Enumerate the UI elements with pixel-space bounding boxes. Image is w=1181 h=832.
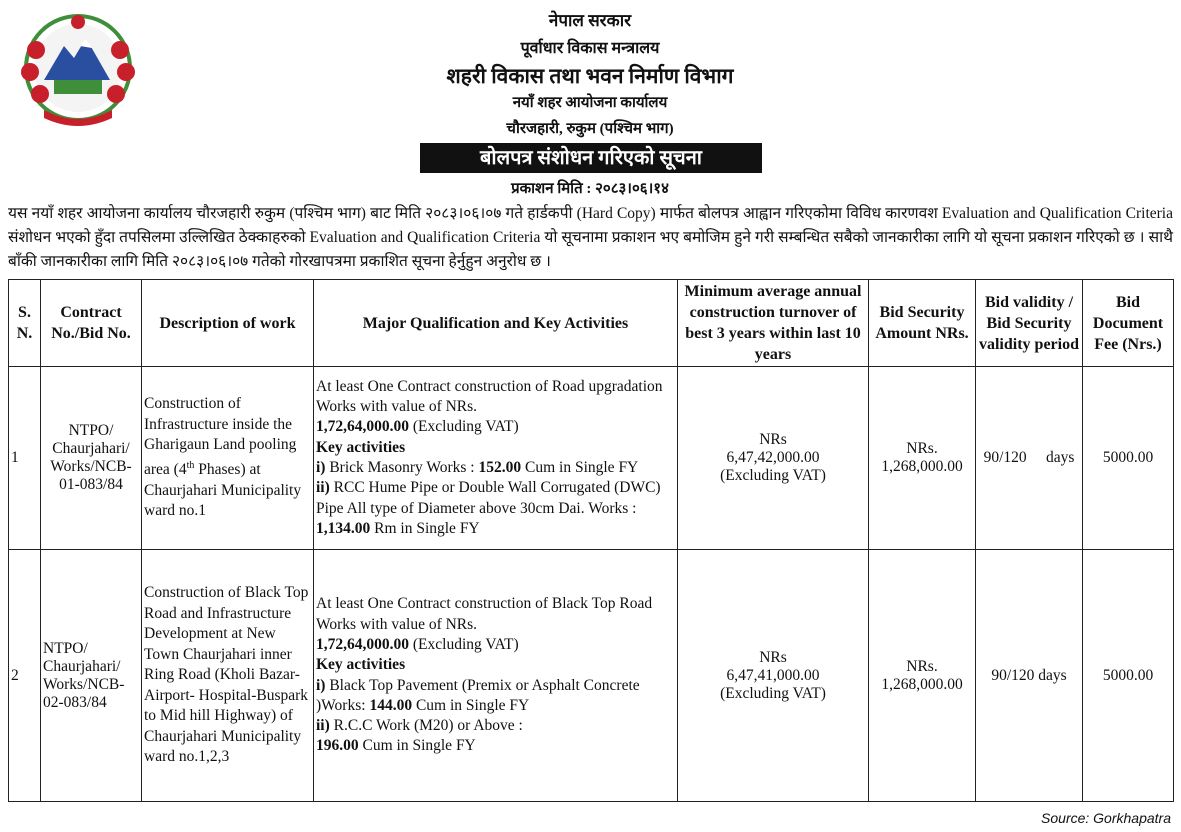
cell-contract: NTPO/ Chaurjahari/ Works/NCB- 02-083/84	[41, 550, 142, 802]
notice-title: बोलपत्र संशोधन गरिएको सूचना	[420, 143, 762, 173]
cell-validity: 90/120 days	[976, 550, 1083, 802]
cell-turnover: NRs 6,47,41,000.00 (Excluding VAT)	[678, 550, 869, 802]
cell-security: NRs. 1,268,000.00	[869, 550, 976, 802]
department-name: शहरी विकास तथा भवन निर्माण विभाग	[446, 64, 734, 88]
intro-paragraph: यस नयाँ शहर आयोजना कार्यालय चौरजहारी रुकुम (पश्चिम भाग) बाट मिति २०८३।०६।०७ गते हार्डकपी (Hard Copy) मार्फत बोलपत्र आह्वान गरिएकोमा विविध कारणवश Evaluation and Qualification Criteria संशोधन भएको हुँदा तपसिलमा उल्लिखित ठेक्काहरुको Evaluation and Qualification Criteria यो सूचनामा प्रकाशन भए बमोजिम हुने गरी सम्बन्धित सबैको जानकारीका लागि यो सूचना प्रकाशन गरिएको छ । साथै बाँकी जानकारीका लागि मिति २०८३।०६।०७ गतेको गोरखापत्रमा प्रकाशित सूचना हेर्नुहुन अनुरोध छ ।	[8, 205, 1173, 270]
table-header-row	[9, 280, 1174, 367]
header-contract: Contract No./Bid No.	[41, 280, 142, 367]
header-fee: Bid Document Fee (Nrs.)	[1083, 280, 1174, 367]
cell-sn: 1	[9, 367, 41, 550]
cell-fee: 5000.00	[1083, 367, 1174, 550]
cell-description: Construction of Black Top Road and Infrastructure Development at New Town Chaurjahari inner Ring Road (Kholi Bazar-Airport- Hospital-Buspark to Mid hill Highway) of Chaurjahari Municipality ward no.1,2,3	[142, 550, 314, 802]
cell-validity: 90/120 days	[976, 367, 1083, 550]
cell-security: NRs. 1,268,000.00	[869, 367, 976, 550]
publication-date: प्रकाशन मिति : २०८३।०६।१४	[511, 181, 669, 197]
header-qualification: Major Qualification and Key Activities	[314, 280, 678, 367]
nepal-government-emblem	[14, 10, 142, 130]
cell-contract: NTPO/ Chaurjahari/ Works/NCB- 01-083/84	[41, 367, 142, 550]
government-name: नेपाल सरकार	[548, 11, 632, 30]
cell-fee: 5000.00	[1083, 550, 1174, 802]
table-row	[9, 550, 1174, 802]
source-credit: Source: Gorkhapatra	[1041, 810, 1171, 826]
ministry-name: पूर्वाधार विकास मन्त्रालय	[520, 40, 660, 57]
cell-sn: 2	[9, 550, 41, 802]
header-security: Bid Security Amount NRs.	[869, 280, 976, 367]
office-location: चौरजहारी, रुकुम (पश्चिम भाग)	[506, 121, 674, 137]
cell-turnover: NRs 6,47,42,000.00 (Excluding VAT)	[678, 367, 869, 550]
cell-description: Construction of Infrastructure inside the Gharigaun Land pooling area (4th Phases) at Chaurjahari Municipality ward no.1	[142, 367, 314, 550]
table-row	[9, 367, 1174, 550]
header-turnover: Minimum average annual construction turnover of best 3 years within last 10 years	[678, 280, 869, 367]
header-validity: Bid validity / Bid Security validity period	[976, 280, 1083, 367]
tender-table	[8, 279, 1174, 802]
office-name: नयाँ शहर आयोजना कार्यालय	[512, 95, 668, 111]
cell-qualification: At least One Contract construction of Black Top Road Works with value of NRs. 1,72,64,000.00 (Excluding VAT) Key activities i) Black Top Pavement (Premix or Asphalt Concrete )Works: 144.00 Cum in Single FY ii) R.C.C Work (M20) or Above : 196.00 Cum in Single FY	[314, 550, 678, 802]
header-description: Description of work	[142, 280, 314, 367]
header-sn: S. N.	[9, 280, 41, 367]
cell-qualification: At least One Contract construction of Road upgradation Works with value of NRs. 1,72,64,000.00 (Excluding VAT) Key activities i) Brick Masonry Works : 152.00 Cum in Single FY ii) RCC Hume Pipe or Double Wall Corrugated (DWC) Pipe All type of Diameter above 30cm Dai. Works : 1,134.00 Rm in Single FY	[314, 367, 678, 550]
